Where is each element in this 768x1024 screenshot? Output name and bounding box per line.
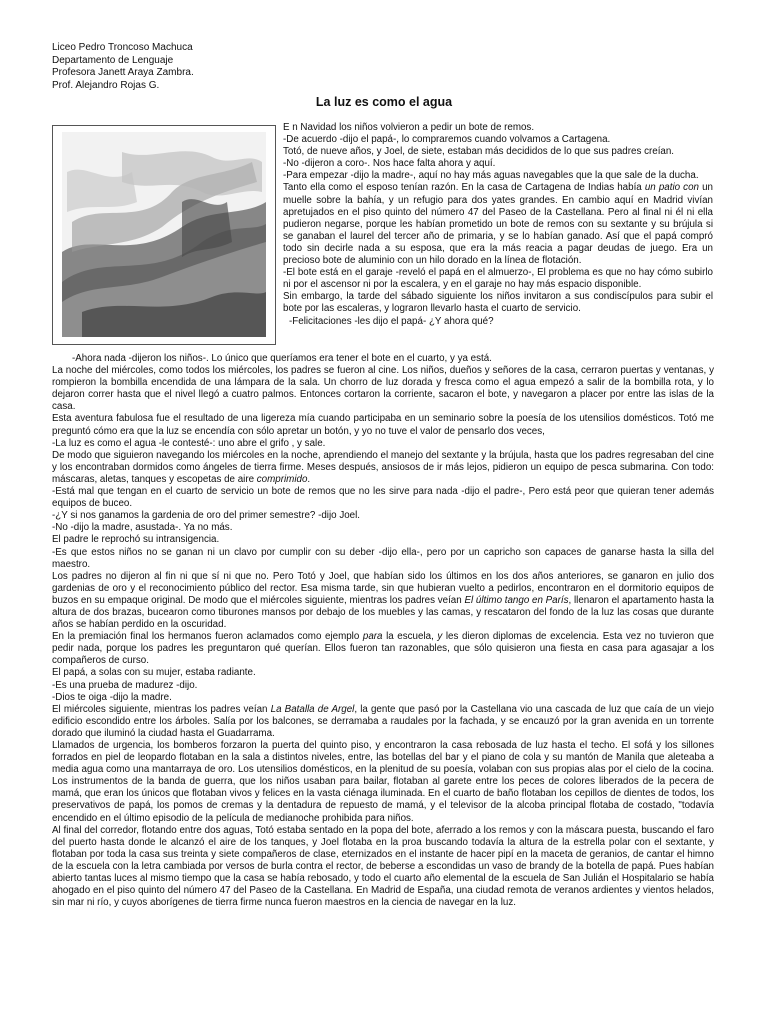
main-paragraph-6: -Está mal que tengan en el cuarto de servicio un bote de remos que no les sirve para nada -dijo el padre-, Pero está peor que quieran tener además equipos de buceo. (52, 486, 714, 510)
main-paragraph-11: Los padres no dijeron al fin ni que sí ni que no. Pero Totó y Joel, que habían sido los últimos en los dos años anteriores, se ganaron en julio dos gardenias de oro y el reconocimiento público del rector. Esa misma tarde, sin que hubieran vuelto a pedirlos, encontraron en el dormitorio equipos de buzos en su empaque original. De modo que el miércoles siguiente, mientras los padres veían El último tango en París, llenaron el apartamento hasta la altura de dos brazas, bucearon como tiburones mansos por debajo de los muebles y las camas, y rescataron del fondo de la luz las cosas que durante años se habían perdido en la oscuridad. (52, 570, 715, 631)
side-text-column (283, 122, 713, 328)
document-title: La luz es como el agua (315, 95, 453, 109)
main-paragraph-14: -Es una prueba de madurez -dijo. (52, 679, 198, 691)
teacher-name-2: Prof. Alejandro Rojas G. (52, 79, 160, 91)
side-paragraph-1: E n Navidad los niños volvieron a pedir un bote de remos. (283, 122, 535, 133)
document-header (52, 42, 194, 92)
main-paragraph-18: Al final del corredor, flotando entre dos aguas, Totó estaba sentado en la popa del bote, aferrado a los remos y con la máscara puesta, buscando el faro del puerto hasta donde le alcanzó el aire de los tanques, y Joel flotaba en la proa buscando todavía la altura de la estrella polar con el sextante, y flotaban por toda la casa sus treinta y siete compañeros de clase, eternizados en el instante de hacer pipí en la maceta de geranios, de cantar el himno de la escuela con la letra cambiada por versos de burla contra el rector, de beberse a escondidas un vaso de brandy de la botella de papá. Pues habían abierto tantas luces al mismo tiempo que la casa se había rebosado, y todo el cuarto año elemental de la escuela de San Julián el Hospitalario se había ahogado en el piso quinto del número 47 del Paseo de la Castellana. En Madrid de España, una ciudad remota de veranos ardientes y vientos helados, sin mar ni río, y cuyos aborígenes de tierra firme nunca fueron maestros en la ciencia de navegar en la luz. (52, 824, 714, 909)
side-paragraph-6: Tanto ella como el esposo tenían razón. En la casa de Cartagena de Indias había un patio con un muelle sobre la bahía, y un refugio para dos yates grandes. En cambio aquí en Madrid vivían apretujados en el piso quinto del número 47 del Paseo de la Castellana. Pero al final ni él ni ella pudieron negarse, porque les habían prometido un bote de remos con su sextante y su brújula si se ganaban el laurel del tercer año de primaria, y se lo habían ganado. Así que el papá compró todo sin decirle nada a su esposa, que era la más reacia a pagar deudas de juego. Era un precioso bote de aluminio con un hilo dorado en la línea de flotación. (283, 182, 713, 267)
main-paragraph-15: -Dios te oiga -dijo la madre. (52, 691, 172, 703)
side-paragraph-4: -No -dijeron a coro-. Nos hace falta ahora y aquí. (283, 158, 496, 170)
watercolor-illustration-icon (62, 132, 266, 337)
main-paragraph-5: De modo que siguieron navegando los miércoles en la noche, aprendiendo el manejo del sextante y la brújula, hasta que los padres regresaban del cine y los encontraban dormidos como ángeles de tierra firme. Meses después, ansiosos de ir más lejos, pidieron un equipo de pesca submarina. Con todo: máscaras, aletas, tanques y escopetas de aire comprimido. (52, 449, 714, 485)
main-paragraph-10: -Es que estos niños no se ganan ni un clavo por cumplir con su deber -dijo ella-, pero por un capricho son capaces de ganarse hasta la silla del maestro. (52, 546, 714, 570)
main-text-column (52, 353, 714, 909)
side-paragraph-3: Totó, de nueve años, y Joel, de siete, estaban más decididos de lo que sus padres creían. (283, 146, 675, 158)
side-paragraph-5: -Para empezar -dijo la madre-, aquí no hay más aguas navegables que la que sale de la ducha. (283, 170, 699, 182)
illustration-figure (52, 125, 276, 345)
main-paragraph-16: El miércoles siguiente, mientras los padres veían La Batalla de Argel, la gente que pasó por la Castellana vio una cascada de luz que caía de un viejo edificio escondido entre los árboles. Salía por los balcones, se derramaba a raudales por la fachada, y se encauzó por la gran avenida en un torrente dorado que iluminó la ciudad hasta el Guadarrama. (52, 703, 714, 739)
school-name: Liceo Pedro Troncoso Machuca (52, 42, 193, 53)
main-paragraph-7: -¿Y si nos ganamos la gardenia de oro del primer semestre? -dijo Joel. (52, 510, 361, 522)
main-paragraph-9: El padre le reprochó su intransigencia. (52, 534, 220, 546)
side-paragraph-2: -De acuerdo -dijo el papá-, lo compraremos cuando volvamos a Cartagena. (283, 134, 611, 146)
main-paragraph-4: -La luz es como el agua -le contesté-: uno abre el grifo , y sale. (52, 437, 326, 449)
side-paragraph-9: -Felicitaciones -les dijo el papá- ¿Y ahora qué? (289, 315, 494, 327)
main-paragraph-13: El papá, a solas con su mujer, estaba radiante. (52, 667, 256, 679)
main-paragraph-3: Esta aventura fabulosa fue el resultado de una ligereza mía cuando participaba en un seminario sobre la poesía de los utensilios domésticos. Totó me preguntó cómo era que la luz se encendía con sólo apretar un botón, y yo no tuve el valor de pensarlo dos veces, (52, 413, 714, 437)
main-paragraph-12: En la premiación final los hermanos fueron aclamados como ejemplo para la escuela, y les dieron diplomas de excelencia. Esta vez no tuvieron que pedir nada, porque los padres les preguntaron qué querían. Ellos fueron tan razonables, que sólo quisieron una fiesta en casa para agasajar a los compañeros de curso. (52, 631, 714, 667)
side-paragraph-7: -El bote está en el garaje -reveló el papá en el almuerzo-, El problema es que no hay cómo subirlo ni por el ascensor ni por la escalera, y en el garaje no hay más espacio disponible. (283, 267, 713, 291)
teacher-name-1: Profesora Janett Araya Zambra. (52, 67, 194, 78)
department-name: Departamento de Lenguaje (52, 54, 174, 66)
main-paragraph-1: -Ahora nada -dijeron los niños-. Lo único que queríamos era tener el bote en el cuarto, y ya está. (72, 353, 492, 364)
main-paragraph-8: -No -dijo la madre, asustada-. Ya no más. (52, 522, 233, 534)
side-paragraph-8: Sin embargo, la tarde del sábado siguiente los niños invitaron a sus condiscípulos para subir el bote por las escaleras, y lograron llevarlo hasta el cuarto de servicio. (283, 291, 713, 315)
main-paragraph-17: Llamados de urgencia, los bomberos forzaron la puerta del quinto piso, y encontraron la casa rebosada de luz hasta el techo. El sofá y los sillones forrados en piel de leopardo flotaban en la sala a distintos niveles, entre, las botellas del bar y el piano de cola y su mantón de Manila que aleteaba a media agua como una mantarraya de oro. Los utensilios domésticos, en la plenitud de su poesía, volaban con sus propias alas por el cielo de la cocina. Los instrumentos de la banda de guerra, que los niños usaban para bailar, flotaban al garete entre los peces de colores liberados de la pecera de mamá, que eran los únicos que flotaban vivos y felices en la vasta ciénaga iluminada. En el cuarto de baño flotaban los cepillos de dientes de todos, los preservativos de papá, los pomos de cremas y la dentadura de repuesto de mamá, y el televisor de la alcoba principal flotaba de costado, "todavía encendido en el último episodio de la película de medianoche prohibida para niños. (52, 740, 714, 824)
main-paragraph-2: La noche del miércoles, como todos los miércoles, los padres se fueron al cine. Los niños, dueños y señores de la casa, cerraron puertas y ventanas, y rompieron la bombilla encendida de una lámpara de la sala. Un chorro de luz dorada y fresca como el agua empezó a salir de la bombilla rota, y lo dejaron correr hasta que el nivel llegó a cuatro palmos. Entonces cortaron la corriente, sacaron el bote, y navegaron a placer por entre las islas de la casa. (52, 365, 714, 413)
